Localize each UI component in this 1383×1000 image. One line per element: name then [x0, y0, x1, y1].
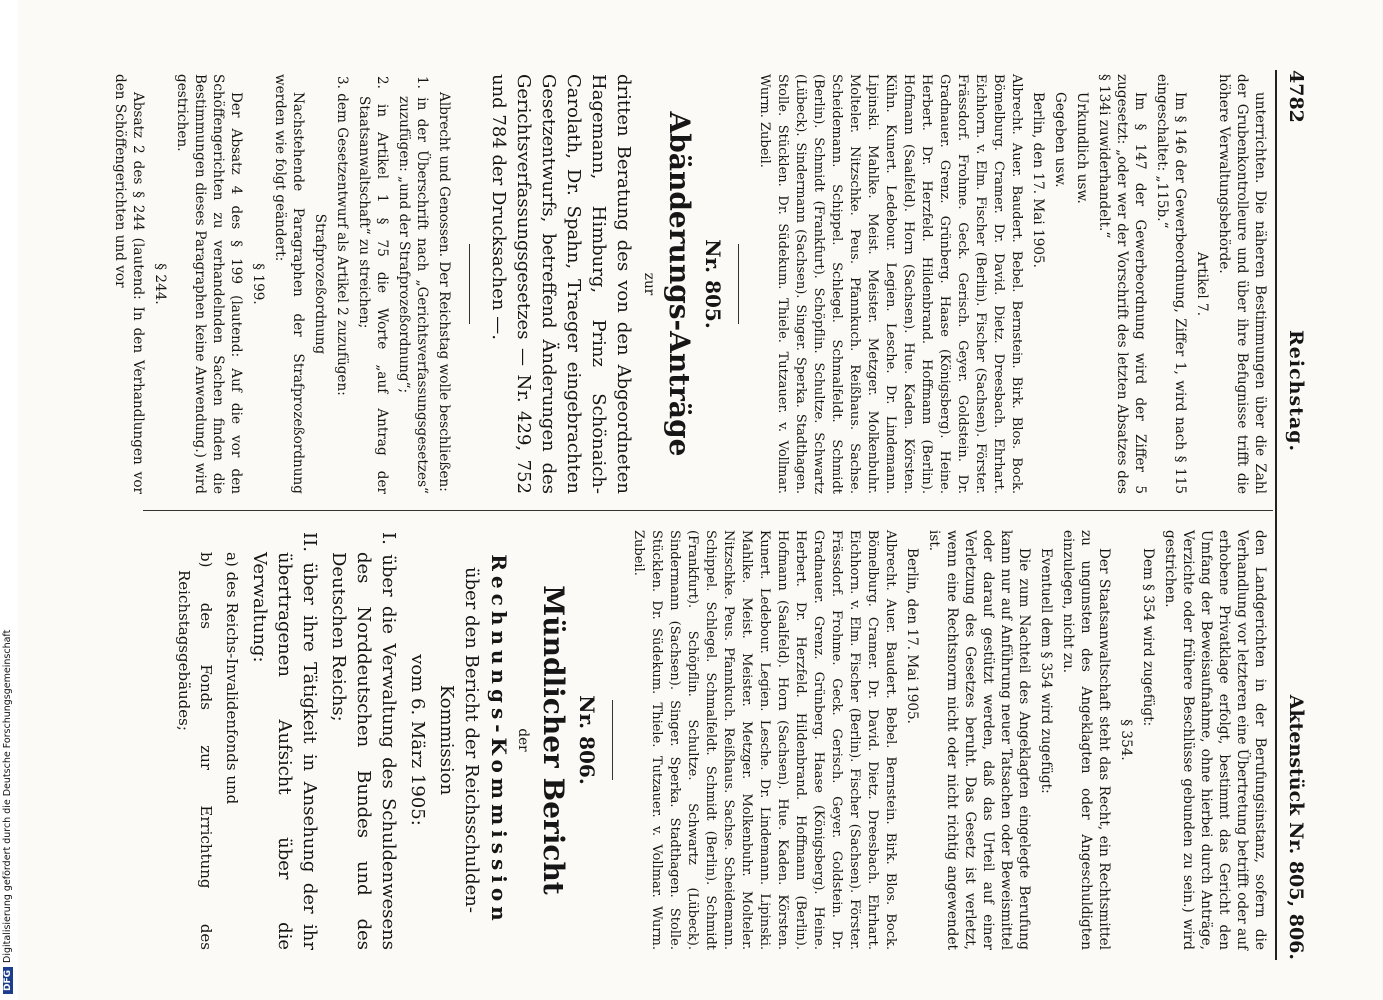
paragraph-199-text: Der Absatz 4 des § 199 (lautend: Auf die vor den Schöffengerichten zu verhandelnden Sachen finden die Bestimmungen dieses Paragraphen keine Anwendung.) wird gestrichen.: [174, 74, 244, 494]
paragraph-354-text: Der Staatsanwaltschaft steht das Recht, ein Rechtsmittel zu ungunsten des Angeklagten oder Angeschuldigten einzulegen, nicht zu.: [1060, 530, 1112, 950]
urkundlich-text: Urkundlich usw.: [1074, 92, 1090, 204]
funding-sidebar: [0, 0, 18, 1000]
bericht-item: I. über die Verwaltung des Schuldenwesens des Norddeutschen Bundes und des Deutschen Reichs;: [328, 532, 399, 950]
funding-text: Digitalisierung gefördert durch die Deutsche Forschungsgemeinschaft: [2, 629, 13, 963]
section-title-antraege: Abänderungs-Anträge: [663, 111, 696, 457]
artikel-7-paragraph-1: Im § 146 der Gewerbeordnung, Ziffer 1, wird nach § 115 eingeschaltet: „115b.“: [1154, 74, 1188, 494]
signatories: Albrecht. Auer. Baudert. Bebel. Bernstein. Birk. Blos. Bock. Bömelburg. Cramer. Dr. David. Dietz. Dreesbach. Ehrhart. Eichhorn. v. Elm. Fischer (Berlin). Fischer (Sachsen). Förster. Frässdorf. Frohme. Geck. Gerisch. Geyer. Goldstein. Dr. Gradnauer. Grenz. Grünberg. Haase (Königsberg). Heine. Herbert. Dr. Herzfeld. Hildenbrand. Hoffmann (Berlin). Hofmann (Saalfeld). Horn (Sachsen). Hue. Kaden. Körsten. Kühn. Kunert. Ledebour. Legien. Lesche. Dr. Lindemann. Lipinski. Mahlke. Meist. Meister. Metzger. Molkenbuhr. Molteler. Nitzschke. Peus. Pfannkuch. Reißhaus. Sachse. Scheidemann. Schippel. Schlegel. Schmalfeldt. Schmidt (Berlin). Schmidt (Frankfurt). Schöpflin. Schultze. Schwartz (Lübeck). Sindermann (Sachsen). Singer. Sperka. Stadthagen. Stolle. Stücklen. Dr. Südekum. Thiele. Tutzauer. v. Vollmar. Wurm. Zubeil.: [757, 74, 1024, 494]
rotated-content: [83, 0, 1313, 1000]
right-column: [169, 530, 1269, 950]
strafprozess-heading: Strafprozeßordnung: [312, 213, 328, 355]
funding-credit: [2, 630, 13, 994]
dfg-logo: DFG: [3, 967, 13, 994]
artikel-7-paragraph-2: Im § 147 der Gewerbeordnung wird der Ziffer 5 zugesetzt: „oder wer der Vorschrift des letzten Absatzes des § 134i zuwiderhandelt.“: [1096, 74, 1148, 494]
date-line: Berlin, den 17. Mai 1905.: [1030, 92, 1046, 268]
eventuell-heading: Eventuell dem § 354 wird zugefügt:: [1038, 548, 1054, 794]
zur-text: zur: [641, 272, 657, 296]
bericht-subitem: a) des Reichs-Invalidenfonds und: [223, 552, 241, 805]
der-text: der: [515, 728, 531, 752]
artikel-7-heading: Artikel 7.: [1194, 251, 1210, 317]
date-line-right: Berlin, den 17. Mai 1905.: [904, 548, 920, 724]
left-column: [107, 74, 1269, 494]
section-title-bericht: Mündlicher Bericht: [537, 585, 570, 895]
albrecht-motion: Albrecht und Genossen. Der Reichstag wolle beschließen:: [436, 92, 452, 492]
signatories-right: Albrecht. Auer. Baudert. Bebel. Bernstein. Birk. Blos. Bock. Bömelburg. Cramer. Dr. David. Dietz. Dreesbach. Ehrhart. Eichhorn. v. Elm. Fischer (Berlin). Fischer (Sachsen). Förster. Frässdorf. Frohme. Geck. Gerisch. Geyer. Goldstein. Dr. Gradnauer. Grenz. Grünberg. Haase (Königsberg). Heine. Herbert. Dr. Herzfeld. Hildenbrand. Hoffmann (Berlin). Hofmann (Saalfeld). Horn (Sachsen). Hue. Kaden. Körsten. Kunert. Ledebour. Legien. Lesche. Dr. Lindemann. Lipinski. Mahlke. Meist. Meister. Metzger. Molkenbuhr. Molteler. Nitzschke. Peus. Pfannkuch. Reißhaus. Sachse. Scheidemann. Schippel. Schlegel. Schmalfeldt. Schmidt (Berlin). Schmidt (Frankfurt). Schöpflin. Schultze. Schwartz (Lübeck). Sindermann (Sachsen). Singer. Sperka. Stadthagen. Stolle. Stücklen. Dr. Südekum. Thiele. Tutzauer. v. Vollmar. Wurm. Zubeil.: [631, 530, 898, 950]
bericht-item: II. über ihre Tätigkeit in Ansehung der ihr übertragenen Aufsicht über die Verwaltung:: [249, 532, 320, 950]
eventuell-text: Die zum Nachteil des Angeklagten eingelegte Berufung kann nur auf Anführung neuer Tatsachen oder Beweismittel oder darauf gestützt werden, daß das Urteil auf einer Verletzung des Gesetzes beruht. Das Gesetz ist verletzt, wenn eine Rechtsnorm nicht oder nicht richtig angewendet ist.: [926, 530, 1032, 950]
vom-date: vom 6. März 1905:: [407, 654, 428, 826]
paragraph-354-heading: § 354.: [1118, 719, 1134, 761]
page-number: 4782: [1285, 70, 1307, 123]
beratung-text: dritten Beratung des von den Abgeordneten Hagemann, Himburg, Prinz Schönaich-Carolath, Dr. Spahn, Traeger eingebrachten Gesetzentwurfs, betreffend Änderungen des Gerichtsverfassungsgesetzes — Nr. 429, 752 und 784 der Drucksachen —.: [488, 74, 634, 494]
page-header: [1279, 70, 1309, 960]
paragraph-199-heading: § 199.: [250, 263, 266, 305]
intro-paragraph: unterrichten. Die näheren Bestimmungen über die Zahl der Grubenkontrolleure und über ihre Befugnisse trifft die höhere Verwaltungsbehörde.: [1216, 74, 1268, 494]
kommission-heading: Rechnungs-Kommission: [487, 554, 511, 926]
motion-item: 1. in der Überschrift nach „Gerichtsverfassungsgesetzes“ zuzufügen: „und der Strafprozeßordnung“;: [396, 76, 430, 494]
continuation-paragraph: den Landgerichten in der Berufungsinstanz, sofern die Verhandlung vor letzteren eine Übertretung betrifft oder auf erhobene Privatklage erfolgt, bestimmt das Gericht den Umfang der Beweisaufnahme, ohne hierbei durch Anträge, Verzichte oder frühere Beschlüsse gebunden zu sein.) wird gestrichen.: [1162, 530, 1268, 950]
gegeben-text: Gegeben usw.: [1052, 92, 1068, 188]
ueber-text: über den Bericht der Reichsschulden-Kommission: [436, 567, 482, 913]
bericht-subitem: b) des Fonds zur Errichtung des Reichstagsgebäudes;: [175, 552, 215, 950]
motion-item: 3. dem Gesetzentwurf als Artikel 2 zuzufügen:: [334, 76, 350, 396]
header-title: Reichstag.: [1285, 330, 1307, 453]
column-divider: [143, 510, 1273, 511]
strafprozess-text: Nachstehende Paragraphen der Strafprozeßordnung werden wie folgt geändert:: [272, 74, 306, 494]
paragraph-354-intro: Dem § 354 wird zugefügt:: [1140, 548, 1156, 727]
paragraph-244-heading: § 244.: [152, 263, 168, 305]
section-separator: [738, 244, 739, 324]
header-rule: [1275, 70, 1277, 960]
section-separator-right: [612, 700, 613, 780]
section-separator-2: [469, 244, 470, 324]
motion-item: 2. in Artikel 1 § 75 die Worte „auf Antrag der Staatsanwaltschaft“ zu streichen;: [356, 76, 390, 494]
document-number-805: Nr. 805.: [701, 239, 725, 329]
document-number-806: Nr. 806.: [575, 695, 599, 785]
header-document-number: Aktenstück Nr. 805, 806.: [1285, 694, 1307, 960]
paragraph-244-text: Absatz 2 des § 244 (lautend: In den Verhandlungen vor den Schöffengerichten und vor: [112, 74, 146, 494]
